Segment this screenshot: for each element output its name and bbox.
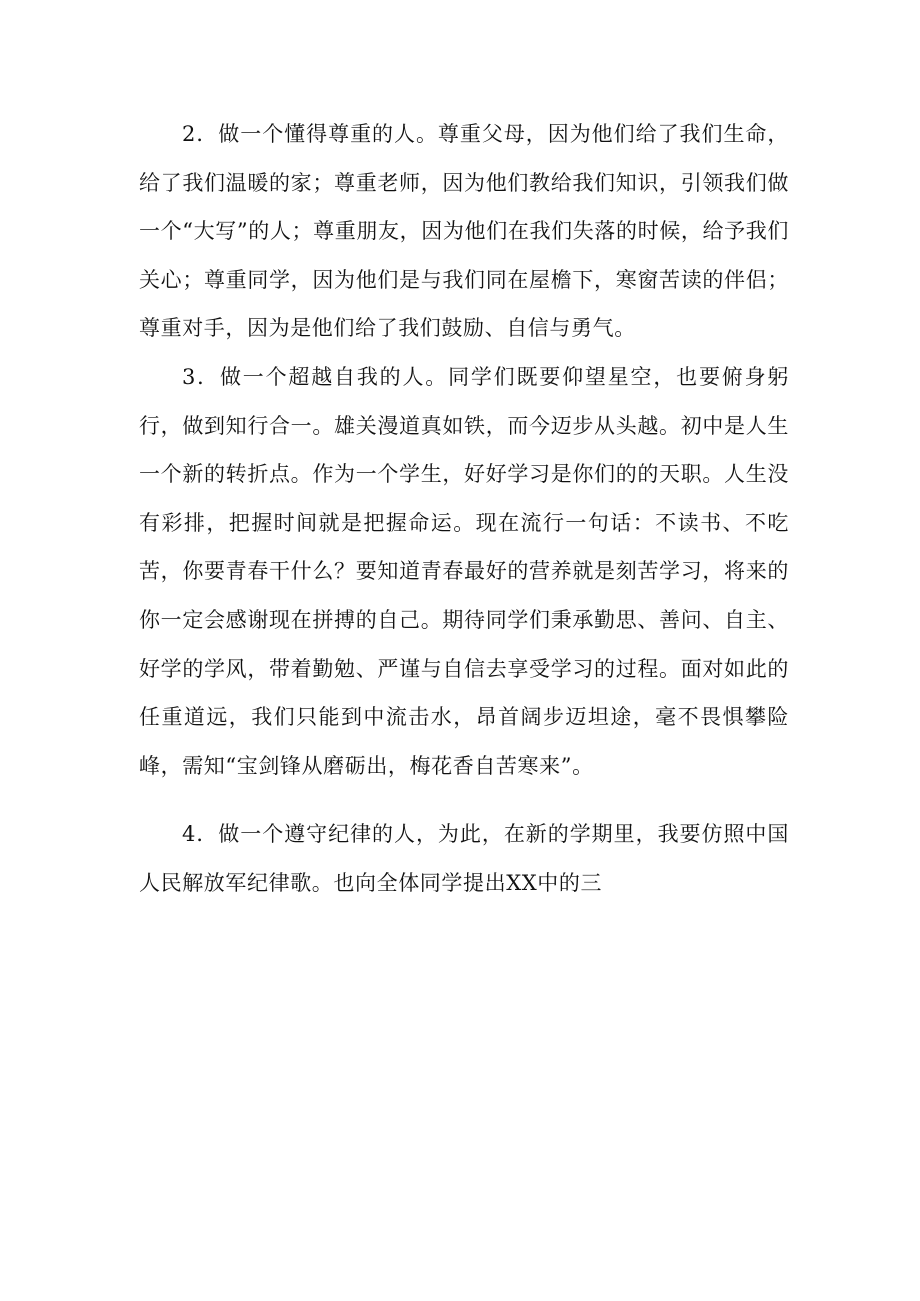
document-body: [139, 110, 789, 908]
paragraph-respect: 2．做一个懂得尊重的人。尊重父母，因为他们给了我们生命，给了我们温暖的家；尊重老师，因为他们教给我们知识，引领我们做一个“大写”的人；尊重朋友，因为他们在我们失落的时候，给予我们关心；尊重同学，因为他们是与我们同在屋檐下，寒窗苦读的伴侣；尊重对手，因为是他们给了我们鼓励、自信与勇气。: [139, 122, 789, 341]
paragraph-discipline: 4．做一个遵守纪律的人，为此，在新的学期里，我要仿照中国人民解放军纪律歌。也向全体同学提出XX中的三: [139, 822, 789, 895]
paragraph-self-surpass: 3．做一个超越自我的人。同学们既要仰望星空，也要俯身躬行，做到知行合一。雄关漫道真如铁，而今迈步从头越。初中是人生一个新的转折点。作为一个学生，好好学习是你们的的天职。人生没有彩排，把握时间就是把握命运。现在流行一句话：不读书、不吃苦，你要青春干什么？要知道青春最好的营养就是刻苦学习，将来的你一定会感谢现在拼搏的自己。期待同学们秉承勤思、善问、自主、好学的学风，带着勤勉、严谨与自信去享受学习的过程。面对如此的任重道远，我们只能到中流击水，昂首阔步迈坦途，毫不畏惧攀险峰，需知“宝剑锋从磨砺出，梅花香自苦寒来”。: [139, 364, 789, 778]
